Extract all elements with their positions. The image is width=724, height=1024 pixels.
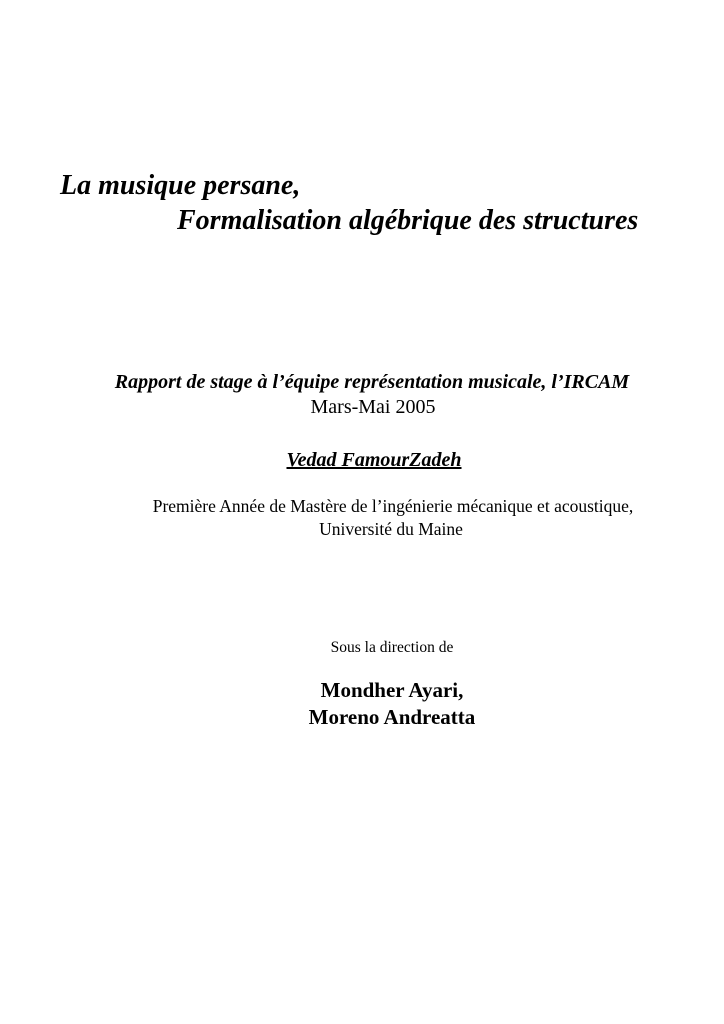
supervisor-name: Mondher Ayari,	[320, 678, 464, 702]
author-name: Vedad FamourZadeh	[286, 449, 462, 471]
supervisor-name: Moreno Andreatta	[308, 705, 476, 729]
affiliation-university: Université du Maine	[319, 519, 463, 539]
supervision-intro: Sous la direction de	[330, 639, 454, 656]
affiliation-program: Première Année de Mastère de l’ingénierie mécanique et acoustique,	[152, 496, 634, 516]
report-dates: Mars-Mai 2005	[310, 396, 436, 418]
report-description: Rapport de stage à l’équipe représentation musicale, l’IRCAM	[114, 371, 630, 393]
title-line-2: Formalisation algébrique des structures	[177, 205, 639, 236]
title-line-1: La musique persane,	[60, 170, 301, 201]
